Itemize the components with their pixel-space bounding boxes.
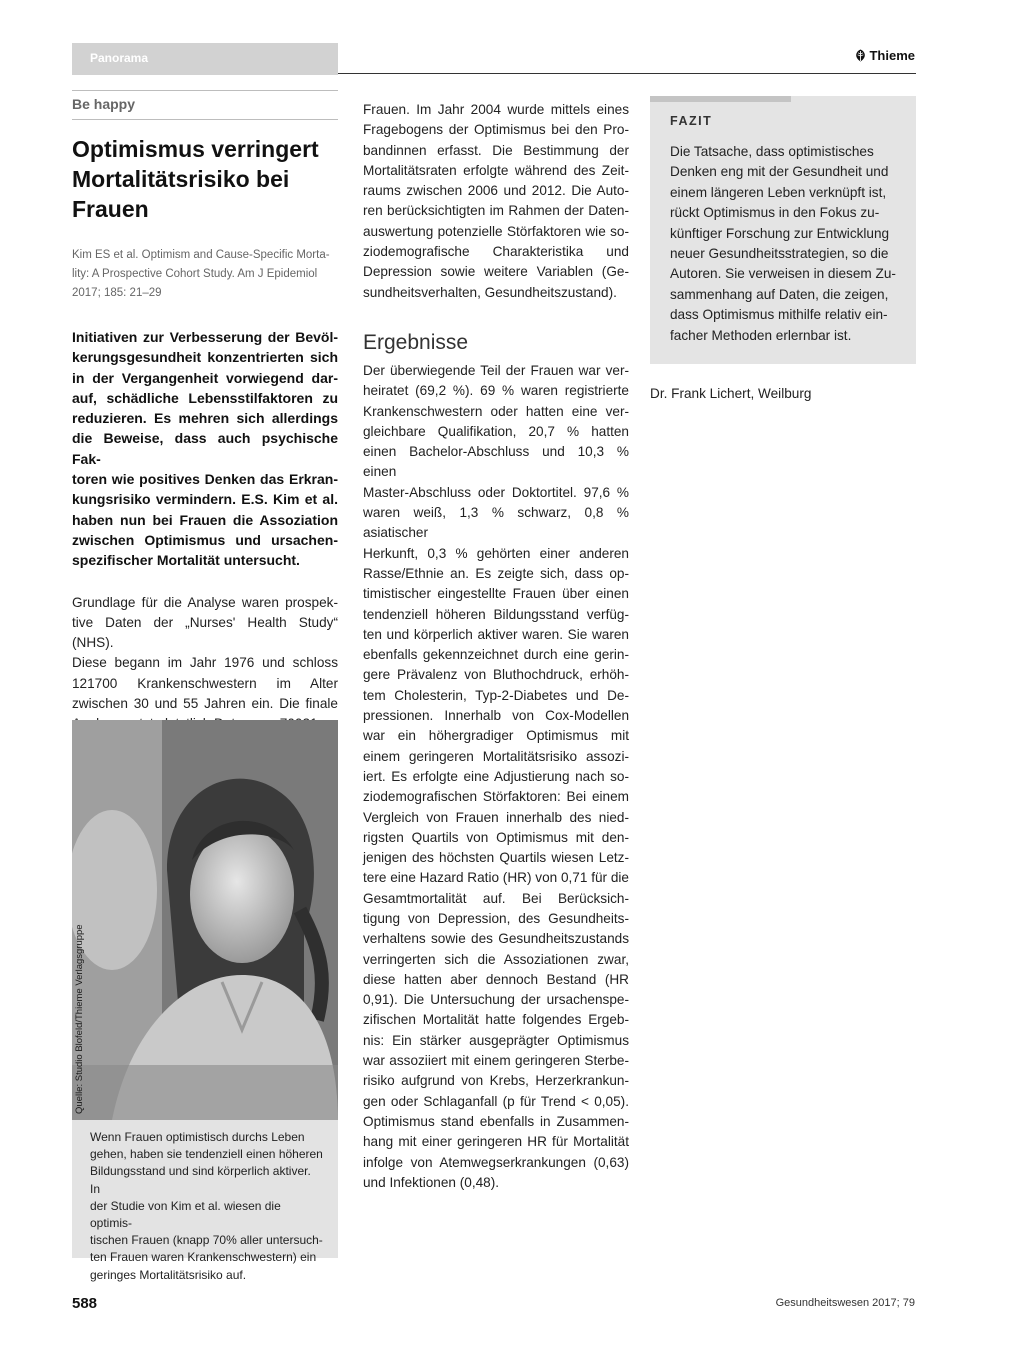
fazit-line: rückt Optimismus in den Fokus zu-: [670, 205, 880, 221]
text-line: timistischer eingestellte Frauen über einen: [363, 586, 629, 602]
lead-line: reduzieren. Es mehren sich allerdings: [72, 410, 338, 427]
article-author: Dr. Frank Lichert, Weilburg: [650, 386, 812, 401]
text-line: diese hatten aber dennoch Bestand (HR: [363, 971, 629, 987]
left-column: [72, 90, 338, 735]
kicker-rule-top: [72, 90, 338, 91]
text-line: 121700 Krankenschwestern im Alter: [72, 675, 338, 691]
citation-line: lity: A Prospective Cohort Study. Am J Epidemiol: [72, 268, 318, 280]
text-line: tem Cholesterin, Typ-2-Diabetes und De-: [363, 687, 629, 703]
caption-line: ten Frauen waren Krankenschwestern) ein: [90, 1250, 317, 1265]
text-line: war assoziiert mit einem geringeren Sterbe-: [363, 1053, 629, 1069]
fazit-line: künftiger Forschung zur Entwicklung: [670, 225, 890, 241]
body-text-middle: [363, 100, 629, 303]
fazit-line: einem längeren Leben verknüpft ist,: [670, 184, 887, 200]
kicker-rule-bottom: [72, 119, 338, 120]
photo-caption: [72, 1120, 338, 1282]
lead-line: auf, schädliche Lebensstilfaktoren zu: [72, 389, 338, 406]
fazit-title: FAZIT: [670, 114, 713, 128]
thieme-leaf-icon: [855, 49, 866, 62]
text-line: zwischen 30 und 55 Jahren ein. Die finale: [72, 696, 338, 712]
text-line: Krankenschwestern oder hatten eine ver-: [363, 403, 629, 419]
title-line: Optimismus verringert: [72, 136, 319, 162]
text-line: tigung von Depression, des Gesundheits-: [363, 910, 629, 926]
section-tab: [72, 43, 338, 75]
text-line: war ein höhergradiger Optimismus mit: [363, 728, 629, 744]
text-line: jenigen des höchsten Quartils wiesen Letz-: [363, 850, 629, 866]
text-line: risiko aufgrund von Krebs, Herzerkrankun-: [363, 1073, 629, 1089]
text-line: Master-Abschluss oder Doktortitel. 97,6 %: [363, 484, 629, 500]
text-line: ziodemografische Charakteristika und: [363, 244, 629, 260]
text-line: Fragebogens der Optimismus bei den Pro-: [363, 122, 629, 138]
lead-line: die Beweise, dass auch psychische Fak-: [72, 430, 338, 467]
text-line: pressionen. Innerhalb von Cox-Modellen: [363, 708, 629, 724]
text-line: 0,91). Die Untersuchung der ursachenspe-: [363, 992, 629, 1008]
text-line: Vergleich von Frauen innerhalb des nied-: [363, 809, 629, 825]
publisher-logo: [855, 48, 915, 63]
lead-line: in der Vergangenheit vorwiegend dar-: [72, 369, 338, 386]
text-line: einem geringeren Mortalitätsrisiko assozi-: [363, 748, 629, 764]
text-line: Optimismus stand ebenfalls in Zusammen-: [363, 1113, 629, 1129]
caption-line: gehen, haben sie tendenziell einen höheren: [90, 1147, 323, 1162]
caption-line: Bildungsstand und sind körperlich aktiver. In: [90, 1164, 311, 1196]
text-line: verhaltens sowie des Gesundheitszustands: [363, 931, 629, 947]
text-line: zifischen Mortalität hatte folgendes Ergeb-: [363, 1012, 629, 1028]
body-text-left: [72, 593, 338, 735]
text-line: tere eine Hazard Ratio (HR) von 0,71 für die: [363, 870, 629, 886]
fazit-line: sammenhang auf Daten, die zeigen,: [670, 286, 889, 302]
text-line: Rasse/Ethnie an. Es zeigte sich, dass op-: [363, 565, 629, 581]
photo-illustration: [72, 720, 338, 1120]
text-line: Frauen. Im Jahr 2004 wurde mittels eines: [363, 102, 629, 117]
fazit-line: neuer Gesundheitsstrategien, so die: [670, 246, 889, 262]
fazit-line: Autoren. Sie verweisen in diesem Zu-: [670, 266, 896, 282]
middle-column: [363, 100, 629, 1193]
results-heading: Ergebnisse: [363, 330, 469, 354]
text-line: einen Bachelor-Abschluss und 10,3 % einen: [363, 444, 629, 480]
text-line: Diese begann im Jahr 1976 und schloss: [72, 655, 338, 671]
lead-line: spezifischer Mortalität untersucht.: [72, 552, 300, 569]
text-line: Gesamtmortalität auf. Bei Berücksich-: [363, 890, 629, 906]
caption-line: der Studie von Kim et al. wiesen die optimis-: [90, 1198, 281, 1231]
fazit-line: Die Tatsache, dass optimistisches: [670, 144, 874, 159]
article-photo: [72, 720, 338, 1120]
fazit-box: [650, 96, 916, 364]
citation-line: 2017; 185: 21–29: [72, 287, 162, 299]
text-line: gen oder Schlaganfall (p für Trend < 0,05).: [363, 1093, 629, 1109]
text-line: ebenfalls gekennzeichnet durch eine gerin-: [363, 647, 629, 663]
article-title: [72, 134, 338, 224]
text-line: Herkunft, 0,3 % gehörten einer anderen: [363, 545, 629, 561]
title-line: Frauen: [72, 196, 149, 222]
lead-line: haben nun bei Frauen die Assoziation: [72, 511, 338, 528]
text-line: Grundlage für die Analyse waren prospek-: [72, 594, 338, 610]
text-line: iert. Es erfolgte eine Adjustierung nach so-: [363, 768, 629, 784]
caption-line: Wenn Frauen optimistisch durchs Leben: [90, 1130, 305, 1144]
publisher-name: Thieme: [869, 48, 915, 63]
lead-line: toren wie positives Denken das Erkran-: [72, 471, 338, 488]
fazit-text: [670, 142, 904, 346]
text-line: sundheitsverhalten, Gesundheitszustand).: [363, 284, 617, 300]
text-line: und Infektionen (0,48).: [363, 1174, 500, 1190]
photo-credit: Quelle: Studio Blofeld/Thieme Verlagsgruppe: [74, 924, 85, 1114]
lead-line: Initiativen zur Verbesserung der Bevöl-: [72, 329, 338, 345]
text-line: rigsten Quartils von Optimismus mit den-: [363, 829, 629, 845]
text-line: gleichbare Qualifikation, 20,7 % hatten: [363, 423, 629, 439]
caption-line: tischen Frauen (knapp 70% aller untersuch-: [90, 1233, 323, 1248]
fazit-line: Denken eng mit der Gesundheit und: [670, 164, 889, 180]
text-line: hang mit einer geringeren HR für Mortalität: [363, 1134, 629, 1150]
text-line: tive Daten der „Nurses' Health Study“ (NHS).: [72, 614, 338, 651]
text-line: Depression sowie weitere Variablen (Ge-: [363, 264, 629, 280]
text-line: Mortalitätsraten erfolgte während des Zeit-: [363, 162, 629, 178]
lead-line: kerungsgesundheit konzentrierten sich: [72, 349, 338, 366]
journal-citation: Gesundheitswesen 2017; 79: [775, 1297, 915, 1309]
text-line: auswertung potenzielle Störfaktoren wie so-: [363, 223, 629, 239]
caption-line: geringes Mortalitätsrisiko auf.: [90, 1267, 247, 1282]
article-citation: [72, 246, 338, 303]
article-lead: [72, 327, 338, 571]
article-kicker: Be happy: [72, 96, 136, 112]
title-line: Mortalitätsrisiko bei: [72, 166, 290, 192]
text-line: nis: Ein stärker ausgeprägter Optimismus: [363, 1032, 629, 1048]
text-line: heiratet (69,2 %). 69 % waren registrierte: [363, 383, 629, 399]
text-line: ren berücksichtigten im Rahmen der Daten-: [363, 203, 629, 219]
text-line: ten und körperlich aktiver waren. Sie waren: [363, 626, 629, 642]
text-line: infolge von Atemwegserkrankungen (0,63): [363, 1154, 629, 1170]
text-line: ziodemografischen Störfaktoren: Bei einem: [363, 789, 629, 805]
text-line: tendenziell höheren Bildungsstand verfüg-: [363, 606, 629, 622]
lead-line: zwischen Optimismus und ursachen-: [72, 531, 338, 548]
lead-line: kungsrisiko vermindern. E.S. Kim et al.: [72, 491, 338, 508]
section-label: Panorama: [90, 51, 149, 65]
fazit-line: dass Optimismus mithilfe relativ ein-: [670, 307, 888, 323]
header-rule: [338, 73, 916, 74]
text-line: waren weiß, 1,3 % schwarz, 0,8 % asiatischer: [363, 505, 629, 541]
text-line: bandinnen erfasst. Die Bestimmung der: [363, 142, 629, 158]
text-line: verringerten sich die Assoziationen zwar,: [363, 951, 629, 967]
text-line: raums zwischen 2006 und 2012. Die Auto-: [363, 183, 629, 199]
fazit-accent-bar: [650, 96, 791, 102]
page-number: 588: [72, 1295, 98, 1312]
citation-line: Kim ES et al. Optimism and Cause-Specific Morta-: [72, 249, 330, 261]
results-text: [363, 361, 629, 1193]
text-line: gere Prävalenz von Bluthochdruck, erhöh-: [363, 667, 629, 683]
fazit-line: facher Methoden erlernbar ist.: [670, 327, 852, 343]
text-line: Der überwiegende Teil der Frauen war ver-: [363, 362, 629, 378]
